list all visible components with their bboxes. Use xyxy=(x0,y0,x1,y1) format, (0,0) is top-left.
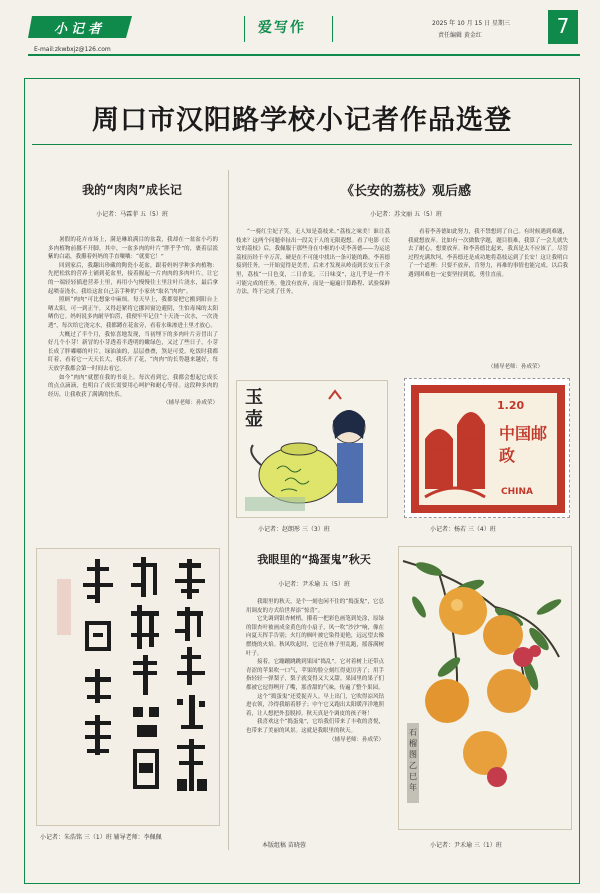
article1-paragraph: 大概过了半个月，我惊喜地发现，当初埋下的多肉叶片旁冒出了好几个小芽！新冒的小芽透着半透明的嫩绿色，又过了些日子，小芽长成了胖嘟嘟的叶片，绿油油的，层层叠叠，煞是可爱。吃饭时我都盯着，看着它一天天长大，我乐开了花，“肉肉”的长势越来越好，每天放学我都会第一时间去看它。 xyxy=(48,331,218,372)
art1-illustration xyxy=(236,380,388,518)
art2-stamp-value: 1.20 xyxy=(497,399,525,412)
calligraphy-artwork xyxy=(36,548,220,826)
article1-paragraph: 如今“肉肉”就摆在我的书桌上。每次看到它，我都会想起它成长的点点滴滴，也明白了成长需要用心呵护和耐心等待。这段种多肉的经历，让我收获了满满的快乐。 xyxy=(48,374,218,398)
art2-stamp-text: 中国邮政 xyxy=(499,424,548,465)
article2-col1-text: “一骑红尘妃子笑，无人知是荔枝来。”荔枝之味美！谁让荔枝来？这两个问题牵扯出一段关于人的无限遐想。看了电影《长安的荔枝》后，我佩服于那些身在中枢的小吏李善德——为运送荔枝历经千辛万苦，硬是在不可能中找出一条可能的路。李善德接到任务，一开始觉得是美差，后来才发现从岭南到长安五千余里，荔枝“一日色变，二日香变，三日味变”，这几乎是一件不可能完成的任务。他没有放弃，而是一遍遍计算路程、试验保鲜方法，终于完成了任务。 xyxy=(236,229,390,296)
art2-stamp-label: CHINA xyxy=(501,487,533,497)
column-divider xyxy=(228,170,229,850)
article1-paragraph: 照顾“肉肉”可比想象中麻烦。每天早上，我都要把它搬到阳台上晒太阳，可一到正午，又得赶紧将它挪回窗边避阴，生怕毒辣的太阳晒伤它。妈妈说多肉耐旱怕涝，我便牢牢记住“十天浇一次水，一次浇透”，每次给它浇完水，我都蹲在花盆旁，看着水珠渗进土里才放心。 xyxy=(48,297,218,329)
email: E-mail:zkwbxjz@126.com xyxy=(34,46,111,53)
article1-body xyxy=(48,236,218,538)
section-name: 爱写作 xyxy=(258,20,306,36)
article2-col2 xyxy=(408,228,568,366)
article3-body xyxy=(246,598,384,810)
article3-paragraph: 我眼里的秋天，是个一刻也闲不住的“捣蛋鬼”，它总用调皮的方式给世界添“惊喜”。 xyxy=(246,599,384,614)
calligraphy-strokes xyxy=(37,549,219,825)
responsible-editor: 责任编辑 黄金红 xyxy=(438,32,482,39)
article1-teacher: （辅导老师：孙成荣） xyxy=(162,400,218,407)
article2-teacher: （辅导老师：孙成荣） xyxy=(488,364,544,370)
article3-byline: 小记者：尹禾瑜 五（5）班 xyxy=(278,581,350,588)
article1-paragraph: 回到家后，我翻出珍藏的陶瓷小花盆，跟着妈妈学种多肉植物：先把松软的营养土铺到花盆里，接着握起一片肉肉的多肉叶片，让它的一端轻轻插进营养土里，再用小勺慢慢往土里注叶片浇水，最后拿起喷壶浇水。我给这盆自己亲手种的“小家伙”取名“肉肉”。 xyxy=(48,262,218,295)
art3-drawing xyxy=(399,547,571,829)
article3-paragraph: 这个“捣蛋鬼”还爱捉弄人。早上出门，它吹得凉风钻进衣领，冷得我缩着脖子；中午它又跑出太阳暖洋洋地照着，让人想把外套脱掉。秋天真是个调皮的孩子呀！ xyxy=(246,693,384,717)
article2-col2-text: 看着李善德如此努力，我不禁想到了自己。有时候遇到难题，我就想放弃。比如有一次做数学题，题目很难，我算了一会儿就失去了耐心，想要放弃。和李善德比起来，我真是太不应该了。尽管过程充满坎坷，李善德还是成功地将荔枝运到了长安！这让我明白了一个道理：只要不放弃，肯努力，再难的事情也能完成。以后我遇到困难也一定要坚持到底，勇往直前。 xyxy=(408,229,568,278)
issue-date: 2025 年 10 月 15 日 星期三 xyxy=(432,20,510,27)
article2-col1 xyxy=(236,228,390,370)
article3-title: 我眼里的“捣蛋鬼”秋天 xyxy=(257,553,371,566)
article3-paragraph: 接着，它蹦蹦跳跳到果园“捣乱”。它对着树上还带点青涩的苹果吹一口气，苹果的脸立刻红得更厉害了；用手指轻轻一弹梨子，梨子就变得又大又甜。果园里的果子们都被它逗得咧开了嘴，那香甜的气味，传遍了整个果园。 xyxy=(246,659,384,691)
article3-paragraph: 它先调到银杏树梢，攥着一把彩色画笔到处涂，原绿的银杏叶被画成金黄色的小扇子，风一吹“沙沙”响，像在向夏天挥手告别；火红的枫叶被它染得更艳，远远望去像燃烧的火焰。秋风吹起时，它还在林子里乱跑，摇落满树叶子。 xyxy=(246,616,384,657)
headline-rule xyxy=(32,144,572,145)
article2-title: 《长安的荔枝》观后感 xyxy=(340,184,471,199)
article2-byline: 小记者：苏文丽 五（5）班 xyxy=(370,211,442,218)
art2-stamp xyxy=(404,378,570,518)
art3-caption: 小记者：尹禾瑜 三（1）班 xyxy=(430,842,502,849)
article1-byline: 小记者：马霖菲 五（5）班 xyxy=(96,211,168,218)
art3-painting xyxy=(398,546,572,830)
footer-editor: 本版组稿 苗晓蓉 xyxy=(262,842,306,849)
page-headline: 周口市汉阳路学校小记者作品选登 xyxy=(92,105,512,136)
section-divider-right xyxy=(332,16,333,42)
art1-title-glyphs: 玉壶 xyxy=(245,387,263,430)
article1-title: 我的“肉肉”成长记 xyxy=(82,183,182,197)
article3-paragraph: 我喜欢这个“捣蛋鬼”，它给我们带来了丰收的喜悦，也带来了美丽的风景。这就是我眼里的秋天。 xyxy=(246,719,384,734)
art2-caption: 小记者：杨若 三（4）班 xyxy=(430,526,496,533)
art1-caption: 小记者：赵朗彤 三（3）班 xyxy=(258,526,330,533)
article1-paragraph: 暑假的花卉市场上，满是琳琅满目的盆栽，我却在一盆盆小巧的多肉植物前挪不开脚。其中，一盆多肉的叶片“胖乎乎”的，裹着层淡紫的白霜，我攥着妈妈的手直嚷嚷：“就要它！” xyxy=(48,237,218,261)
masthead-rule xyxy=(28,54,580,56)
article3-teacher: （辅导老师：孙成荣） xyxy=(328,736,384,743)
calligraphy-seal-area xyxy=(57,579,71,635)
masthead xyxy=(0,0,600,58)
art3-inscription: 石榴图乙巳年 xyxy=(409,728,417,792)
column-name: 小记者 xyxy=(54,22,106,37)
column-tag xyxy=(28,12,136,42)
section-divider-left xyxy=(244,16,245,42)
page-number: 7 xyxy=(556,14,570,38)
calligraphy-caption: 小记者：朱浩铭 三（1）班 辅导老师：李佩佩 xyxy=(40,834,162,841)
